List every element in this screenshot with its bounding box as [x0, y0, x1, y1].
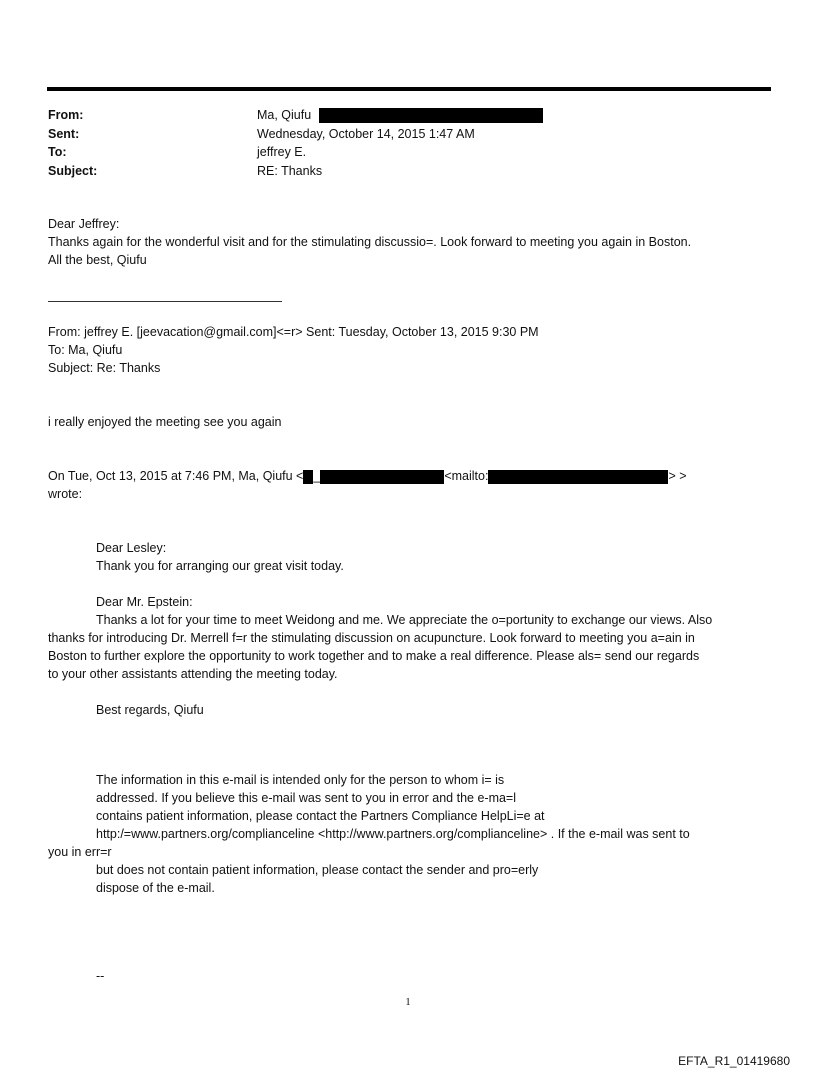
disclaimer-line: The information in this e-mail is intended only for the person to whom i= is: [96, 773, 505, 787]
quoted-body-1: i really enjoyed the meeting see you again: [48, 415, 282, 429]
page-number: 1: [405, 996, 411, 1008]
intro-prefix: On Tue, Oct 13, 2015 at 7:46 PM, Ma, Qiufu <: [48, 469, 304, 483]
intro-wrote: wrote:: [48, 487, 83, 501]
quoted-header-1: [48, 323, 539, 377]
sent-label: Sent:: [48, 126, 80, 141]
disclaimer-line: but does not contain patient information, please contact the sender and pro=erly: [96, 863, 539, 877]
greeting-lesley: Dear Lesley:: [96, 541, 167, 555]
letter-line: Thanks a lot for your time to meet Weidong and me. We appreciate the o=portunity to exchange our views. Also: [96, 613, 713, 627]
redaction-box: [319, 108, 543, 123]
header-rule: [47, 87, 771, 91]
subject-label: Subject:: [48, 163, 98, 178]
disclaimer-line: addressed. If you believe this e-mail was sent to you in error and the e-ma=l: [96, 791, 517, 805]
reply-line: Thanks again for the wonderful visit and for the stimulating discussio=. Look forward to meeting you again in Boston.: [48, 235, 692, 249]
to-value: jeffrey E.: [257, 145, 307, 159]
from-label: From:: [48, 108, 84, 122]
reply-signoff: All the best, Qiufu: [48, 253, 147, 267]
best-regards: Best regards, Qiufu: [96, 703, 204, 717]
letter-line: thanks for introducing Dr. Merrell f=r the stimulating discussion on acupuncture. Look forward to meeting you a=ain in: [48, 631, 695, 645]
reply-body: [48, 215, 691, 269]
quoted-subject-line: Subject: Re: Thanks: [48, 361, 161, 375]
disclaimer-line: contains patient information, please contact the Partners Compliance HelpLi=e at: [96, 809, 545, 823]
intro-suffix: > >: [668, 469, 687, 483]
redaction-box: [303, 470, 313, 484]
disclaimer-line: dispose of the e-mail.: [96, 881, 215, 895]
quoted-intro-line: [48, 467, 687, 485]
quoted-from-line: From: jeffrey E. [jeevacation@gmail.com]<=r> Sent: Tuesday, October 13, 2015 9:30 PM: [48, 325, 539, 339]
sent-value: Wednesday, October 14, 2015 1:47 AM: [257, 126, 475, 141]
greeting-epstein: Dear Mr. Epstein:: [96, 595, 193, 609]
quoted-to-line: To: Ma, Qiufu: [48, 343, 123, 357]
redaction-box: [488, 470, 668, 484]
subject-value: RE: Thanks: [257, 163, 323, 178]
to-label: To:: [48, 145, 67, 159]
disclaimer-line: http:/=www.partners.org/complianceline <http://www.partners.org/complianceline> . If the e-mail was sent to: [96, 827, 690, 841]
letter-line: to your other assistants attending the meeting today.: [48, 667, 338, 681]
from-value: [257, 108, 543, 123]
bates-number: EFTA_R1_01419680: [678, 1054, 790, 1068]
quote-separator: [48, 301, 282, 302]
letter-line: Boston to further explore the opportunity to work together and to make a real difference. Please als= send our regards: [48, 649, 700, 663]
intro-underscore: _: [313, 469, 321, 483]
redaction-box: [320, 470, 444, 484]
from-name: Ma, Qiufu: [257, 108, 312, 122]
intro-mailto: <mailto:: [444, 469, 489, 483]
disclaimer-line: you in err=r: [48, 845, 112, 859]
signature-dashes: --: [96, 969, 105, 983]
reply-greeting: Dear Jeffrey:: [48, 217, 120, 231]
thanks-line: Thank you for arranging our great visit today.: [96, 559, 344, 573]
